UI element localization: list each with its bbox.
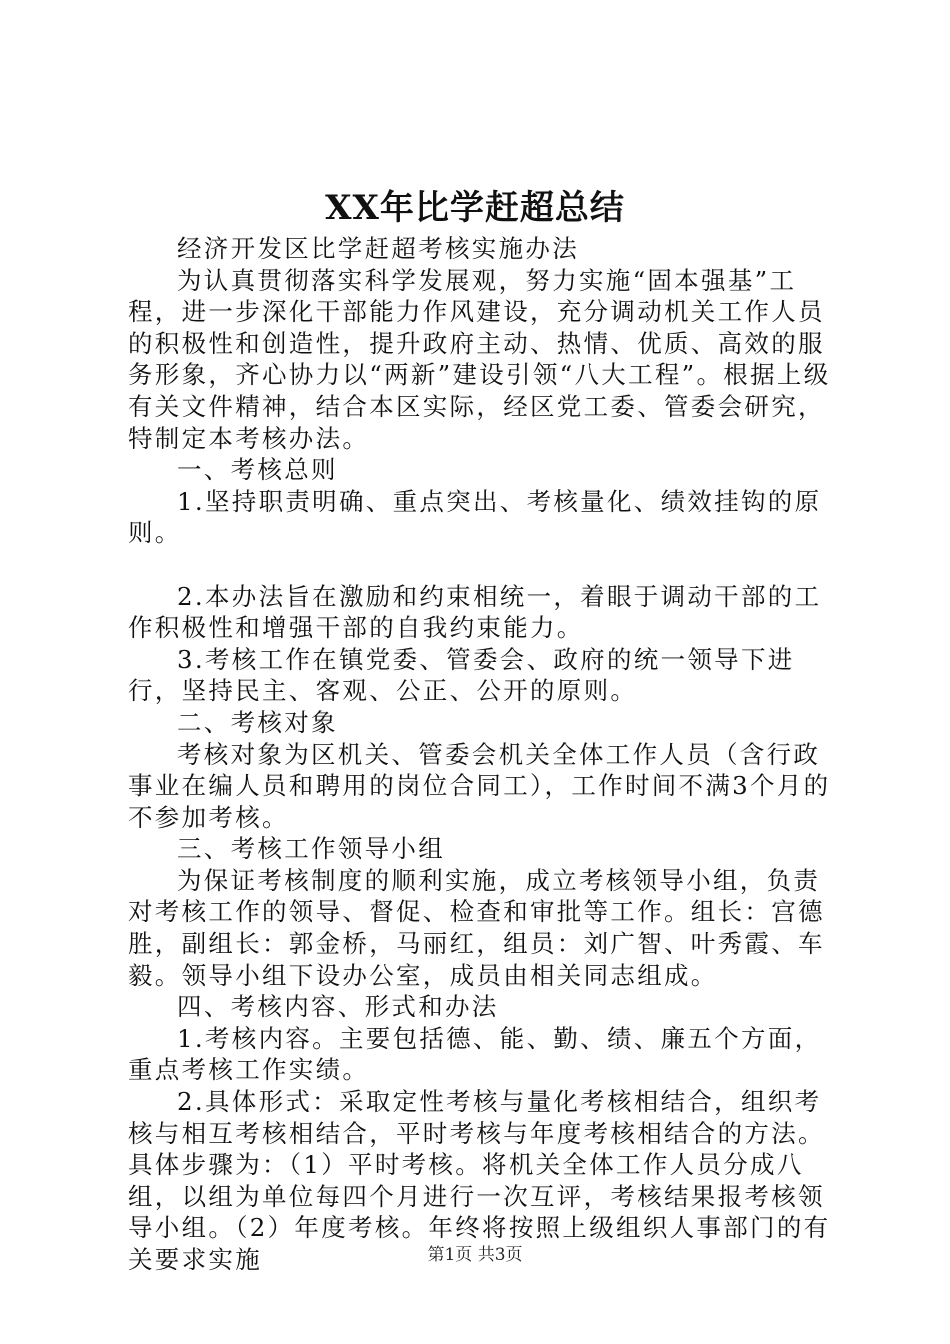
section-heading-general: 一、考核总则 (177, 455, 338, 485)
general-item-1: 1.坚持职责明确、重点突出、考核量化、绩效挂钩的原则。 (128, 486, 822, 548)
section-heading-content: 四、考核内容、形式和办法 (177, 992, 499, 1022)
page-number: 第1页 共3页 (427, 1245, 523, 1265)
content-item-2: 2.具体形式：采取定性考核与量化考核相结合，组织考核与相互考核相结合，平时考核与年度考核相结合的方法。具体步骤为：（1）平时考核。将机关全体工作人员分成八组，以组为单位每四个月进行一次互评，考核结果报考核领导小组。（2）年度考核。年终将按照上级组织人事部门的有关要求实施 (128, 1087, 831, 1274)
intro-paragraph: 为认真贯彻落实科学发展观，努力实施“固本强基”工程，进一步深化干部能力作风建设，充分调动机关工作人员的积极性和创造性，提升政府主动、热情、优质、高效的服务形象，齐心协力以“两新”建设引领“八大工程”。根据上级有关文件精神，结合本区实际，经区党工委、管委会研究，特制定本考核办法。 (128, 265, 831, 453)
leadership-paragraph: 为保证考核制度的顺利实施，成立考核领导小组，负责对考核工作的领导、督促、检查和审批等工作。组长：宫德胜，副组长：郭金桥，马丽红，组员：刘广智、叶秀霞、车毅。领导小组下设办公室，成员由相关同志组成。 (128, 865, 825, 990)
general-item-3: 3.考核工作在镇党委、管委会、政府的统一领导下进行，坚持民主、客观、公正、公开的原则。 (128, 644, 795, 706)
section-heading-target: 二、考核对象 (177, 707, 338, 737)
target-paragraph: 考核对象为区机关、管委会机关全体工作人员（含行政事业在编人员和聘用的岗位合同工），工作时间不满3个月的不参加考核。 (128, 739, 831, 832)
subtitle-paragraph: 经济开发区比学赶超考核实施办法 (177, 234, 579, 263)
general-item-2: 2.本办法旨在激励和约束相统一，着眼于调动干部的工作积极性和增强干部的自我约束能力。 (128, 581, 822, 643)
section-heading-leadership: 三、考核工作领导小组 (177, 834, 445, 864)
document-title: XX年比学赶超总结 (325, 188, 625, 228)
content-item-1: 1.考核内容。主要包括德、能、勤、绩、廉五个方面，重点考核工作实绩。 (128, 1023, 822, 1085)
document-body (128, 233, 840, 1276)
blank-line (128, 549, 840, 581)
